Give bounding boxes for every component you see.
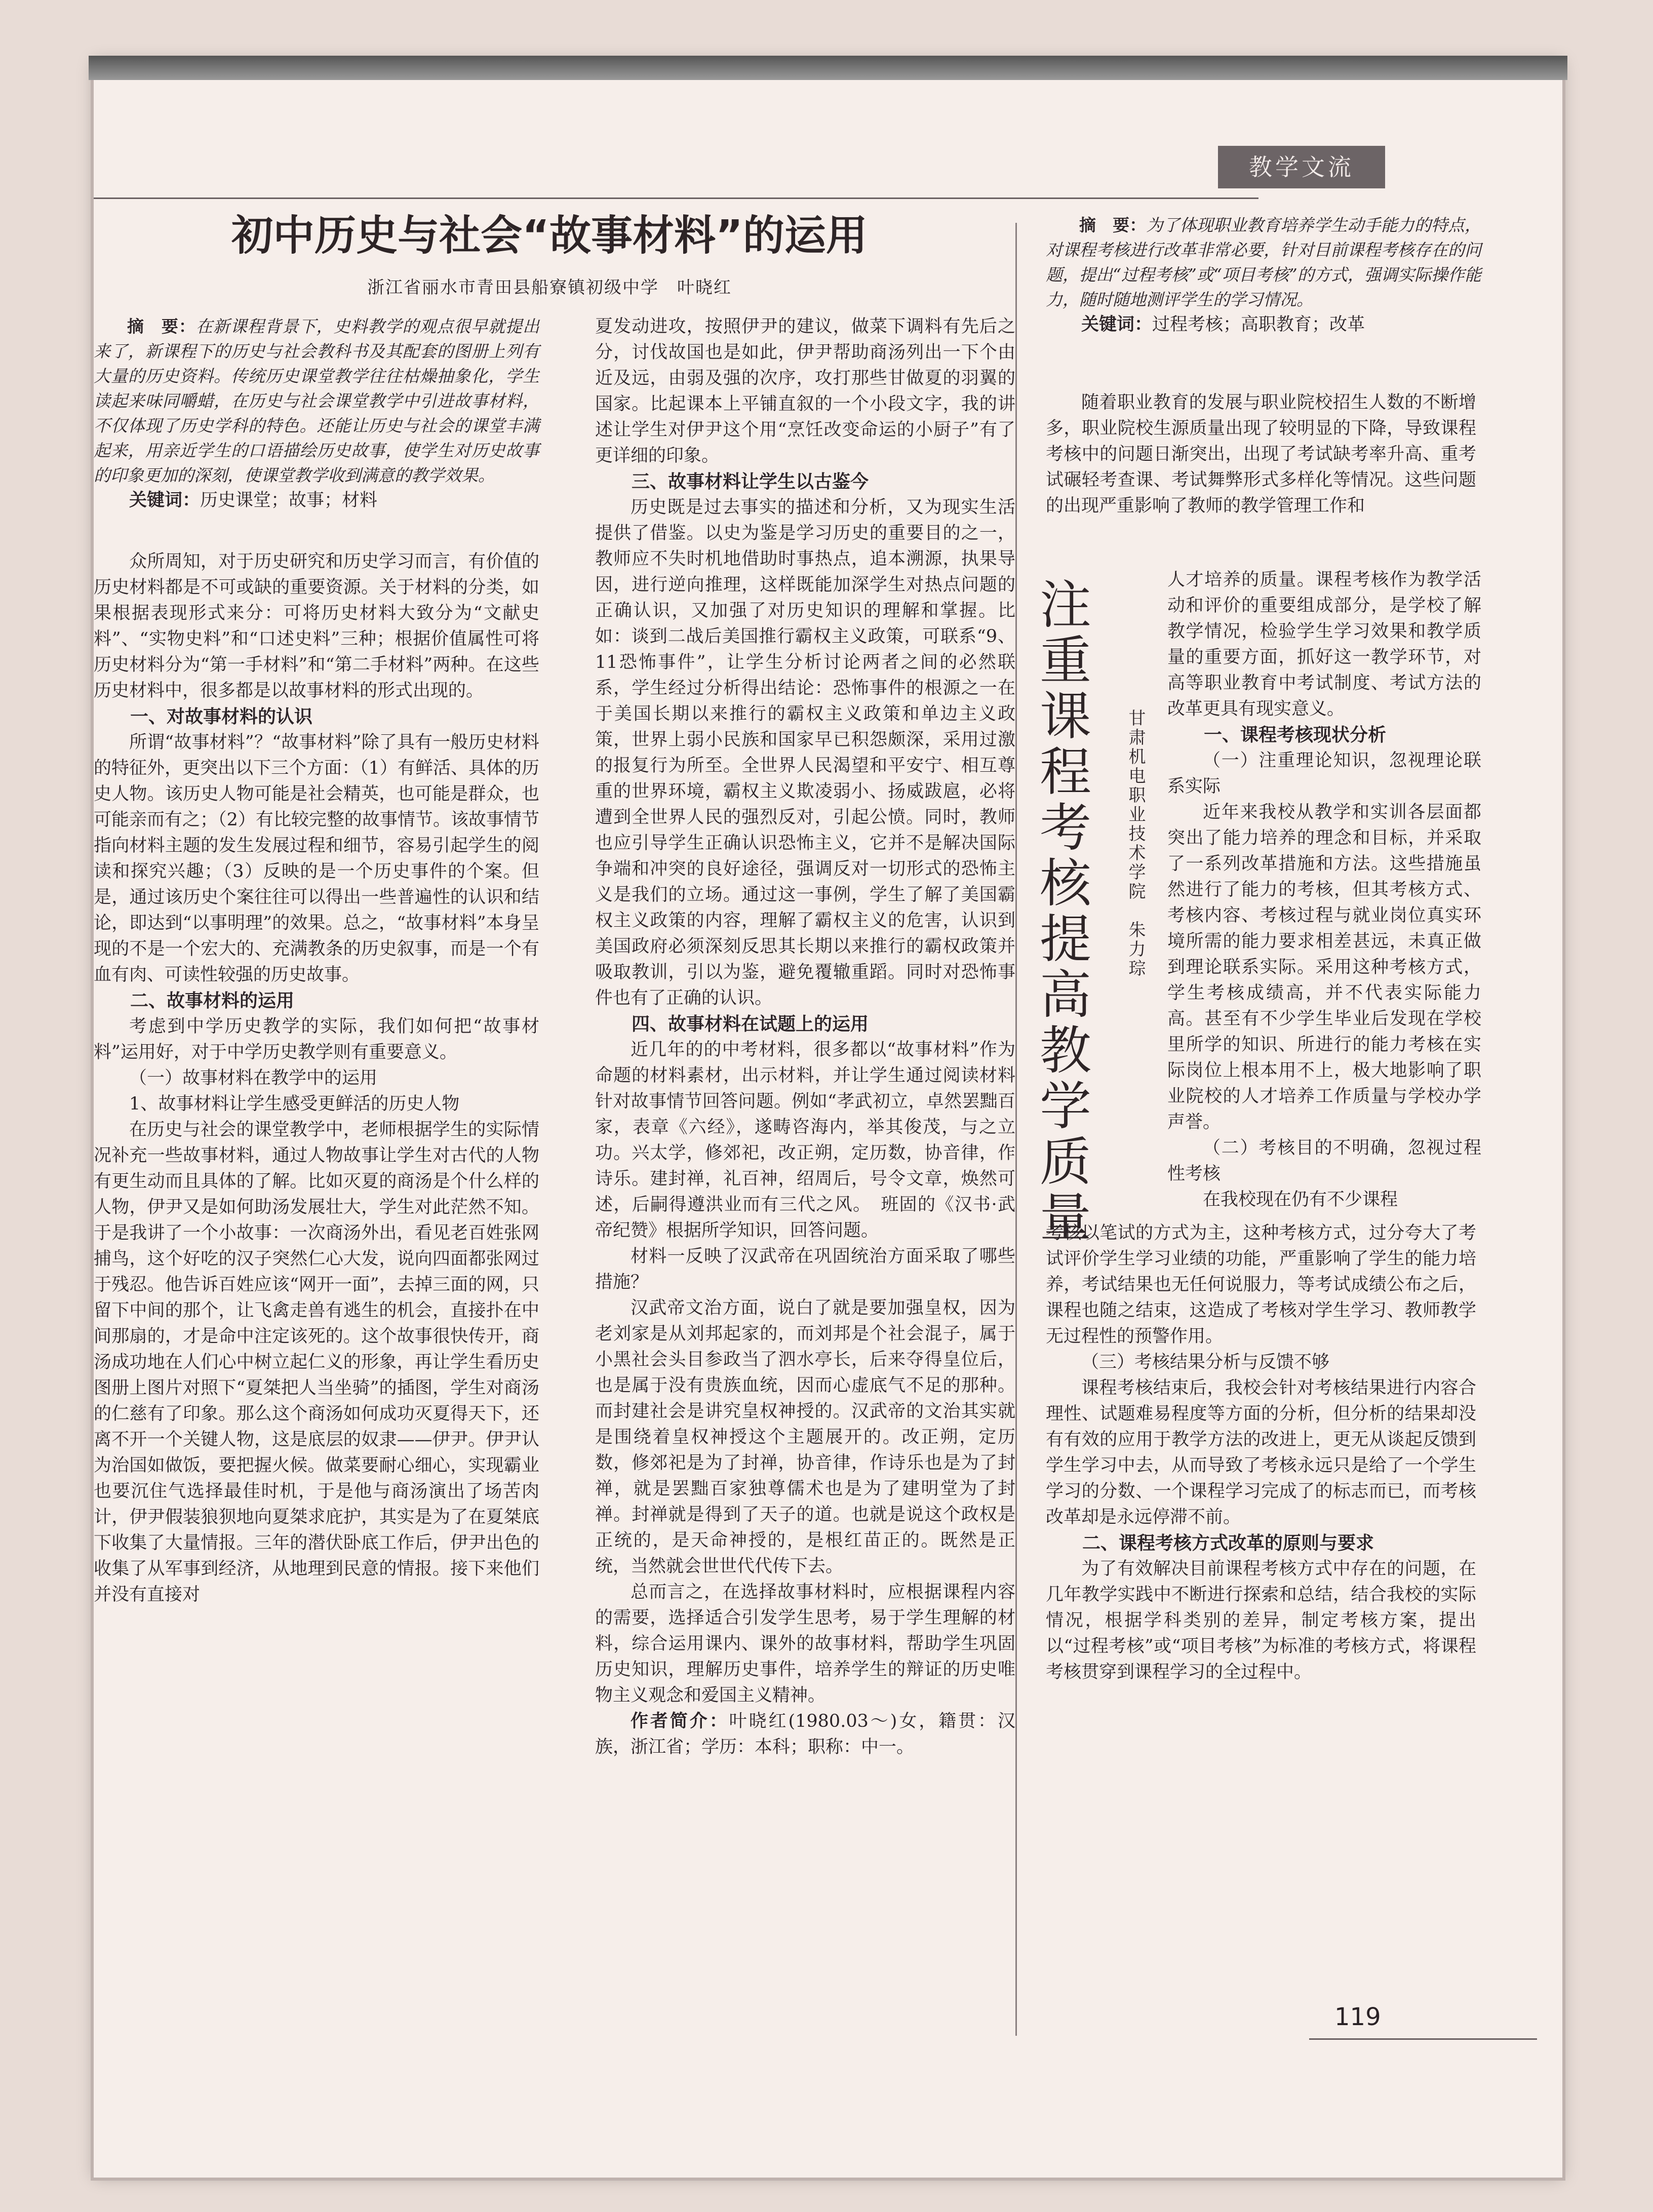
- subheading: （三）考核结果分析与反馈不够: [1081, 1352, 1330, 1372]
- article1-abstract: 摘 要：在新课程背景下，史料教学的观点很早就提出来了，新课程下的历史与社会教科书及其配套的图册上列有大量的历史资料。传统历史课堂教学往往枯燥抽象化，学生读起来味同嚼蜡，在历史与社会课堂教学中引进故事材料，不仅体现了历史学科的特色。还能让历史与社会的课堂丰满起来，用亲近学生的口语描绘历史故事，使学生对历史故事的印象更加的深刻，使课堂教学收到满意的教学效果。: [94, 317, 540, 485]
- paragraph: 众所周知，对于历史研究和历史学习而言，有价值的历史材料都是不可或缺的重要资源。关于材料的分类，如果根据表现形式来分：可将历史材料大致分为“文献史料”、“实物史料”和“口述史料”三种；根据价值属性可将历史材料分为“第一手材料”和“第二手材料”两种。在这些历史材料中，很多都是以故事材料的形式出现的。: [94, 551, 539, 701]
- article1-column-1: [94, 314, 539, 1608]
- article1-author: 浙江省丽水市青田县船寮镇初级中学 叶晓红: [367, 278, 732, 298]
- subheading: 1、故事材料让学生感受更鲜活的历史人物: [129, 1094, 460, 1114]
- subheading: （一）故事材料在教学中的运用: [129, 1068, 378, 1088]
- paragraph: 所谓“故事材料”？“故事材料”除了具有一般历史材料的特征外，更突出以下三个方面：（1）有鲜活、具体的历史人物。该历史人物可能是社会精英，也可能是群众，也可能亲而有之；（2）有比较完整的故事情节。该故事情节指向材料主题的发生发展过程和细节，容易引起学生的阅读和探究兴趣；（3）反映的是一个历史事件的个案。但是，通过该历史个案往往可以得出一些普遍性的认识和结论，即达到“以事明理”的效果。总之，“故事材料”本身呈现的不是一个宏大的、充满教条的历史叙事，而是一个有血有肉、可读性较强的历史故事。: [94, 732, 539, 985]
- author-bio: 作者简介：叶晓红(1980.03～)女，籍贯：汉族，浙江省；学历：本科；职称：中一。: [595, 1711, 1015, 1757]
- header-rule: [94, 198, 1258, 199]
- section-heading: 二、课程考核方式改革的原则与要求: [1082, 1533, 1374, 1554]
- subheading: （二）考核目的不明确，忽视过程性考核: [1167, 1138, 1481, 1184]
- paragraph: 近几年的的中考材料，很多都以“故事材料”作为命题的材料素材，出示材料，并让学生通过阅读材料针对故事情节回答问题。例如“孝武初立，卓然罢黜百家，表章《六经》，遂畴咨海内，举其俊茂，与之立功。兴太学，修郊祀，改正朔，定历数，协音律，作诗乐。建封禅，礼百神，绍周后，号令文章，焕然可述，后嗣得遵洪业而有三代之风。 班固的《汉书·武帝纪赞》根据所学知识，回答问题。: [595, 1040, 1015, 1241]
- column-divider: [1015, 223, 1017, 2036]
- paragraph: 在我校现在仍有不少课程: [1203, 1190, 1398, 1210]
- paragraph: 历史既是过去事实的描述和分析，又为现实生活提供了借鉴。以史为鉴是学习历史的重要目的之一，教师应不失时机地借助时事热点，追本溯源，执果导因，进行逆向推理，这样既能加深学生对热点问题的正确认识，又加强了对历史知识的理解和掌握。比如：谈到二战后美国推行霸权主义政策，可联系“9、11恐怖事件”，让学生分析讨论两者之间的必然联系，学生经过分析得出结论：恐怖事件的根源之一在于美国长期以来推行的霸权主义政策和单边主义政策，世界上弱小民族和国家早已积怨颇深，采用过激的报复行为所至。全世界人民渴望和平安宁、相互尊重的世界环境，霸权主义欺凌弱小、扬威跋扈，必将遭到全世界人民的强烈反对，引起公愤。同时，教师也应引导学生正确认识恐怖主义，它并不是解决国际争端和冲突的良好途径，强调反对一切形式的恐怖主义是我们的立场。通过这一事例，学生了解了美国霸权主义政策的内容，理解了霸权主义的危害，认识到美国政府必须深刻反思其长期以来推行的霸权政策并吸取教训，引以为鉴，避免覆辙重蹈。同时对恐怖事件也有了正确的认识。: [595, 497, 1015, 1008]
- column-tag: 教学文流: [1218, 146, 1385, 188]
- keywords-label: 关键词：: [129, 490, 201, 510]
- keywords-label: 关键词：: [1081, 314, 1153, 335]
- footer-rule: [1309, 2038, 1537, 2040]
- paragraph: 人才培养的质量。课程考核作为教学活动和评价的重要组成部分，是学校了解教学情况，检验学生学习效果和教学质量的重要方面，抓好这一教学环节，对高等职业教育中考试制度、考试方法的改革更具有现实意义。: [1167, 570, 1481, 719]
- article2-abstract: 摘 要：为了体现职业教育培养学生动手能力的特点，对课程考核进行改革非常必要，针对目前课程考核存在的问题，提出“过程考核”或“项目考核”的方式，强调实际操作能力，随时随地测评学生的学习情况。: [1046, 215, 1482, 309]
- paragraph: 材料一反映了汉武帝在巩固统治方面采取了哪些措施？: [595, 1246, 1015, 1292]
- section-heading: 一、对故事材料的认识: [130, 706, 313, 727]
- page-number: 119: [1334, 2003, 1381, 2031]
- article2-body-narrow: [1167, 567, 1481, 1213]
- subheading: （一）注重理论知识，忽视理论联系实际: [1167, 750, 1481, 797]
- paragraph: 随着职业教育的发展与职业院校招生人数的不断增多，职业院校生源质量出现了较明显的下降，导致课程考核中的问题日渐突出，出现了考试缺考率升高、重考试碾轻考查课、考试舞弊形式多样化等情况。这些问题的出现严重影响了教师的教学管理工作和: [1046, 392, 1476, 516]
- paragraph: 课程考核结束后，我校会针对考核结果进行内容合理性、试题难易程度等方面的分析，但分析的结果却没有有效的应用于教学方法的改进上，更无从谈起反馈到学生学习中去，从而导致了考核永远只是给了一个学生学习的分数、一个课程学习完成了的标志而已，而考核改革却是永远停滞不前。: [1046, 1378, 1476, 1527]
- abstract-label: 摘 要：: [1079, 215, 1147, 235]
- article1-keywords: 关键词：历史课堂；故事；材料: [129, 490, 378, 510]
- article2-title: 注重课程考核提高教学质量: [1031, 577, 1091, 1246]
- paragraph: 在历史与社会的课堂教学中，老师根据学生的实际情况补充一些故事材料，通过人物故事让学生对古代的人物有更生动而且具体的了解。比如灭夏的商汤是个什么样的人物，伊尹又是如何助汤发展壮大，学生对此茫然不知。于是我讲了一个小故事：一次商汤外出，看见老百姓张网捕鸟，这个好吃的汉子突然仁心大发，说向四面都张网过于残忍。他告诉百姓应该“网开一面”，去掉三面的网，只留下中间的那个，让飞禽走兽有逃生的机会，直接扑在中间那扇的，才是命中注定该死的。这个故事很快传开，商汤成功地在人们心中树立起仁义的形象，再让学生看历史图册上图片对照下“夏桀把人当坐骑”的插图，学生对商汤的仁慈有了印象。那么这个商汤如何成功灭夏得天下，还离不开一个关键人物，这是底层的奴隶——伊尹。伊尹认为治国如做饭，要把握火候。做菜要耐心细心，实现霸业也要沉住气选择最佳时机，于是他与商汤演出了场苦肉计，伊尹假装狼狈地向夏桀求庇护，其实是为了在夏桀底下收集了大量情报。三年的潜伏卧底工作后，伊尹出色的收集了从军事到经济，从地理到民意的情报。接下来他们并没有直接对: [94, 1120, 539, 1605]
- section-heading: 二、故事材料的运用: [130, 991, 295, 1011]
- article2-keywords: 关键词：过程考核；高职教育；改革: [1081, 314, 1365, 335]
- paragraph: 考虑到中学历史教学的实际，我们如何把“故事材料”运用好，对于中学历史教学则有重要意义。: [94, 1016, 539, 1062]
- journal-page: [94, 61, 1562, 2178]
- article1-title: 初中历史与社会“故事材料”的运用: [231, 212, 868, 260]
- article2-body-top: [1046, 390, 1476, 519]
- section-heading: 一、课程考核现状分析: [1204, 725, 1387, 745]
- paragraph: 汉武帝文治方面，说白了就是要加强皇权，因为老刘家是从刘邦起家的，而刘邦是个社会混子，属于小黑社会头目参政当了泗水亭长，后来夺得皇位后，也是属于没有贵族血统，因而心虚底气不足的那种。而封建社会是讲究皇权神授的。汉武帝的文治其实就是围绕着皇权神授这个主题展开的。改正朔，定历数，修郊祀是为了封禅，协音律，作诗乐也是为了封禅，就是罢黜百家独尊儒术也是为了建明堂为了封禅。封禅就是得到了天子的道。也就是说这个政权是正统的，是天命神授的，是根红苗正的。既然是正统，当然就会世世代代传下去。: [595, 1298, 1015, 1576]
- paragraph: 夏发动进攻，按照伊尹的建议，做菜下调料有先后之分，讨伐故国也是如此，伊尹帮助商汤列出一下个由近及远，由弱及强的次序，攻打那些甘做夏的羽翼的国家。比起课本上平铺直叙的一个小段文字，我的讲述让学生对伊尹这个用“烹饪改变命运的小厨子”有了更详细的印象。: [595, 317, 1015, 466]
- article1-column-2: [595, 314, 1015, 1760]
- abstract-label: 摘 要：: [127, 317, 196, 336]
- bio-label: 作者简介：: [631, 1711, 729, 1731]
- paragraph: 考核以笔试的方式为主，这种考核方式，过分夸大了考试评价学生学习业绩的功能，严重影响了学生的能力培养，考试结果也无任何说服力，等考试成绩公布之后，课程也随之结束，这造成了考核对学生学习、教师教学无过程性的预警作用。: [1046, 1223, 1476, 1347]
- article2-body-bottom: [1046, 1220, 1476, 1685]
- section-heading: 三、故事材料让学生以古鉴今: [632, 471, 869, 492]
- article2-abstract-block: [1046, 213, 1481, 338]
- paragraph: 近年来我校从教学和实训各层面都突出了能力培养的理念和目标，并采取了一系列改革措施和方法。这些措施虽然进行了能力的考核，但其考核方式、考核内容、考核过程与就业岗位真实环境所需的能力要求相差甚远，未真正做到理论联系实际。采用这种考核方式，学生考核成绩高，并不代表实际能力高。甚至有不少学生毕业后发现在学校里所学的知识、所进行的能力考核在实际岗位上根本用不上，极大地影响了职业院校的人才培养工作质量与学校办学声誉。: [1167, 802, 1481, 1132]
- section-heading: 四、故事材料在试题上的运用: [632, 1014, 869, 1035]
- article2-author: 甘肃机电职业技术学院 朱力琮: [1125, 709, 1146, 978]
- paragraph: 总而言之，在选择故事材料时，应根据课程内容的需要，选择适合引发学生思考，易于学生理解的材料，综合运用课内、课外的故事材料，帮助学生巩固历史知识，理解历史事件，培养学生的辩证的历史唯物主义观念和爱国主义精神。: [595, 1582, 1015, 1706]
- paragraph: 为了有效解决目前课程考核方式中存在的问题，在几年教学实践中不断进行探索和总结，结合我校的实际情况，根据学科类别的差异，制定考核方案，提出以“过程考核”或“项目考核”为标准的考核方式，将课程考核贯穿到课程学习的全过程中。: [1046, 1559, 1476, 1682]
